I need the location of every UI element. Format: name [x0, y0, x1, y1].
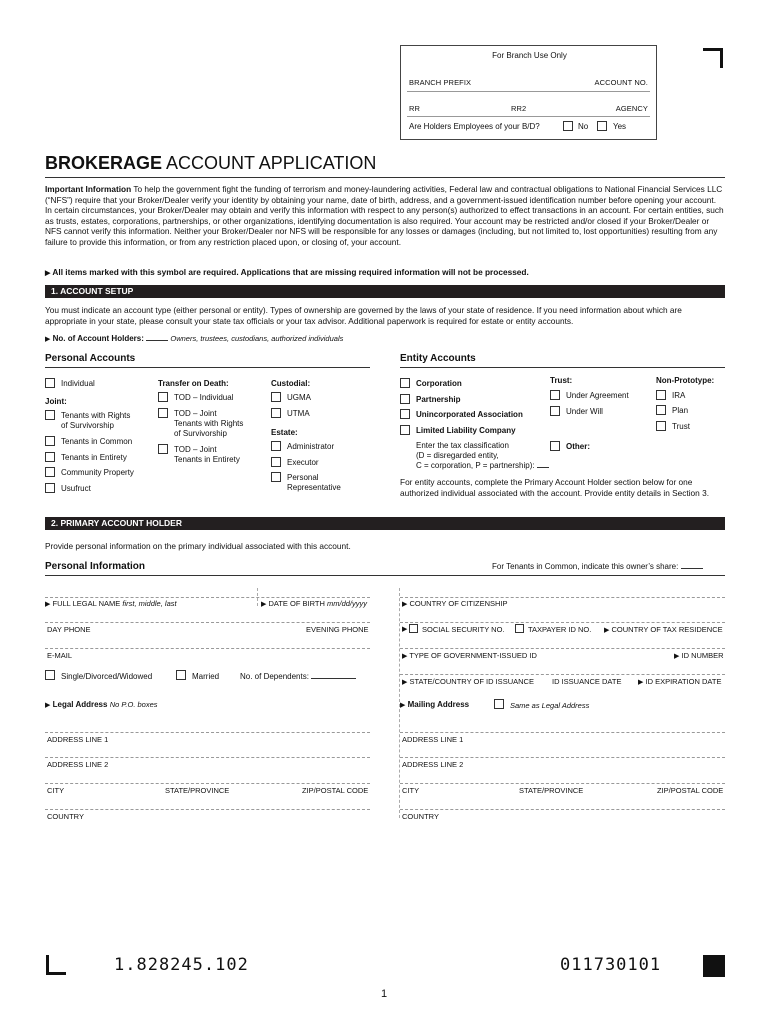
dob-field[interactable] — [261, 599, 367, 608]
tod-joint-label-3: of Survivorship — [174, 429, 227, 438]
tenants-entirety-checkbox[interactable] — [45, 452, 55, 462]
legal-city-label[interactable]: CITY — [47, 786, 65, 795]
required-note-text: All items marked with this symbol are required. Applications that are missing required information will not be processed. — [52, 267, 529, 277]
legal-address1-line[interactable] — [45, 732, 370, 733]
section2-intro: Provide personal information on the primary individual associated with this account. — [45, 541, 351, 551]
taxpayer-id-label: TAXPAYER ID NO. — [528, 625, 592, 634]
rr2-label: RR2 — [511, 104, 527, 113]
employees-no-label: No — [578, 122, 589, 131]
tod-joint-entirety-label-1: TOD – Joint — [174, 445, 217, 454]
section2-header: 2. PRIMARY ACCOUNT HOLDER — [45, 517, 725, 530]
tax-residence-field[interactable] — [604, 625, 723, 634]
id-number-field[interactable] — [674, 651, 724, 660]
legal-zip-label[interactable]: ZIP/POSTAL CODE — [302, 786, 369, 795]
administrator-checkbox[interactable] — [271, 441, 281, 451]
trust-checkbox[interactable] — [656, 421, 666, 431]
tod-joint-checkbox[interactable] — [158, 408, 168, 418]
tax-classification-line-3 — [416, 461, 549, 470]
personal-representative-checkbox[interactable] — [271, 472, 281, 482]
legal-address-title — [45, 700, 158, 709]
id-exp-date-label: ID EXPIRATION DATE — [645, 677, 722, 686]
title-rule — [45, 177, 725, 178]
branch-divider — [407, 91, 650, 92]
llc-checkbox[interactable] — [400, 425, 410, 435]
mailing-address-title — [400, 700, 469, 709]
corporation-checkbox[interactable] — [400, 378, 410, 388]
id-state-field[interactable] — [402, 677, 534, 686]
nonprototype-title: Non-Prototype: — [656, 376, 715, 385]
account-no-label: ACCOUNT NO. — [594, 78, 648, 87]
name-dob-divider — [257, 588, 258, 606]
name-field-line[interactable] — [45, 597, 370, 598]
individual-checkbox[interactable] — [45, 378, 55, 388]
corner-mark-bottom-left — [46, 955, 66, 975]
tod-joint-entirety-checkbox[interactable] — [158, 444, 168, 454]
dob-label: DATE OF BIRTH — [268, 599, 325, 608]
personal-information-title: Personal Information — [45, 561, 146, 572]
dob-arrow-icon: ▶ — [261, 601, 267, 608]
plan-label: Plan — [672, 406, 689, 415]
unincorporated-label: Unincorporated Association — [416, 410, 523, 419]
legal-address-hint: No P.O. boxes — [109, 700, 158, 709]
mailing-address1-line[interactable] — [400, 732, 725, 733]
branch-divider-2 — [407, 116, 650, 117]
legal-state-label[interactable]: STATE/PROVINCE — [165, 786, 230, 795]
section1-intro: You must indicate an account type (either personal or entity). Types of ownership are governed by the laws of your state of residence. If you need information about which are appropriate in your state, please consult your state tax officials or your tax advisor. Additional paperwork is required for estate or entity accounts. — [45, 305, 682, 326]
same-as-legal-label: Same as Legal Address — [510, 701, 590, 710]
citizenship-field[interactable] — [402, 599, 508, 608]
entity-accounts-title: Entity Accounts — [400, 353, 476, 364]
email-label[interactable]: E-MAIL — [47, 651, 73, 660]
executor-label: Executor — [287, 458, 319, 467]
mailing-city-line[interactable] — [400, 783, 725, 784]
usufruct-checkbox[interactable] — [45, 483, 55, 493]
tenants-rights-label-2: of Survivorship — [61, 421, 114, 430]
ugma-checkbox[interactable] — [271, 392, 281, 402]
other-label: Other: — [566, 442, 590, 451]
legal-country-line[interactable] — [45, 809, 370, 810]
taxpayer-id-checkbox[interactable] — [515, 624, 524, 633]
id-issue-date-label[interactable]: ID ISSUANCE DATE — [552, 677, 622, 686]
evening-phone-label[interactable]: EVENING PHONE — [306, 625, 369, 634]
ssn-arrow-icon: ▶ — [402, 626, 408, 633]
tod-joint-entirety-label-2: Tenants in Entirety — [174, 455, 240, 464]
single-label: Single/Divorced/Widowed — [61, 672, 153, 681]
other-checkbox[interactable] — [550, 441, 560, 451]
same-as-legal-checkbox[interactable] — [494, 699, 504, 709]
administrator-label: Administrator — [287, 442, 335, 451]
id-exp-arrow-icon: ▶ — [638, 679, 644, 686]
important-text: To help the government fight the funding of terrorism and money-laundering activities, Federal law and contractual obligations to National Financial Services LLC (“NFS”) require that your Broker/Dealer verify your identity by obtaining your name, date of birth, address, and a government-issued identification number before opening your account. In certain circumstances, your Broker/Dealer may obtain and verify this information with respect to any person(s) authorized to effect transactions in an account. For certain entities, such as trusts, estates, corporations, partnerships, or other organizations, identifying documentation is also required. Your account may be restricted and/or closed if your Broker/Dealer or NFS cannot verify this information. Neither your Broker/Dealer nor NFS will be responsible for any losses or damages (including, but not limited to, lost opportunities) resulting from any failure to provide this information, or from any restriction placed upon, or closing of, your account. — [45, 184, 724, 247]
full-name-arrow-icon: ▶ — [45, 601, 51, 608]
employees-no-checkbox[interactable] — [563, 121, 573, 131]
utma-label: UTMA — [287, 409, 310, 418]
holders-note: Owners, trustees, custodians, authorized individuals — [170, 334, 344, 343]
mailing-address2-line[interactable] — [400, 757, 725, 758]
section1-header: 1. ACCOUNT SETUP — [45, 285, 725, 298]
mailing-country-line[interactable] — [400, 809, 725, 810]
full-name-field[interactable] — [45, 599, 177, 608]
tod-joint-label-2: Tenants with Rights — [174, 419, 244, 428]
citizenship-arrow-icon: ▶ — [402, 601, 408, 608]
tic-share-input[interactable] — [681, 568, 703, 569]
married-label: Married — [192, 672, 220, 681]
required-note — [45, 267, 725, 280]
tod-individual-checkbox[interactable] — [158, 392, 168, 402]
important-label: Important Information — [45, 184, 132, 194]
agency-label: AGENCY — [615, 104, 648, 113]
form-code: 1.828245.102 — [114, 955, 249, 975]
mailing-address1-label[interactable]: ADDRESS LINE 1 — [402, 735, 464, 744]
single-checkbox[interactable] — [45, 670, 55, 680]
corporation-label: Corporation — [416, 379, 462, 388]
under-agreement-checkbox[interactable] — [550, 390, 560, 400]
id-issuance-line[interactable] — [400, 674, 725, 675]
individual-label: Individual — [61, 379, 95, 388]
partnership-label: Partnership — [416, 395, 461, 404]
id-type-arrow-icon: ▶ — [402, 653, 408, 660]
dependents-input[interactable] — [311, 678, 356, 679]
tenants-rights-label-1: Tenants with Rights — [61, 411, 131, 420]
ira-label: IRA — [672, 391, 686, 400]
ssn-line[interactable] — [400, 622, 725, 623]
email-field-line[interactable] — [45, 648, 370, 649]
id-type-line[interactable] — [400, 648, 725, 649]
mailing-address2-label[interactable]: ADDRESS LINE 2 — [402, 760, 464, 769]
ira-checkbox[interactable] — [656, 390, 666, 400]
tic-share-row — [492, 562, 703, 571]
legal-country-label[interactable]: COUNTRY — [47, 812, 84, 821]
phone-field-line[interactable] — [45, 622, 370, 623]
personal-representative-label-2: Representative — [287, 483, 341, 492]
unincorporated-checkbox[interactable] — [400, 409, 410, 419]
joint-label: Joint: — [45, 397, 67, 406]
id-state-label: STATE/COUNTRY OF ID ISSUANCE — [409, 677, 534, 686]
estate-title: Estate: — [271, 428, 298, 437]
id-exp-date-field[interactable] — [638, 677, 721, 686]
ugma-label: UGMA — [287, 393, 311, 402]
tod-individual-label: TOD – Individual — [174, 393, 234, 402]
entity-accounts-rule — [400, 367, 725, 368]
holders-row — [45, 334, 343, 343]
mailing-country-label[interactable]: COUNTRY — [402, 812, 439, 821]
community-property-label: Community Property — [61, 468, 134, 477]
tax-classification-text: C = corporation, P = partnership): — [416, 461, 535, 470]
community-property-checkbox[interactable] — [45, 467, 55, 477]
required-arrow-icon: ▶ — [45, 270, 51, 277]
mailing-state-label[interactable]: STATE/PROVINCE — [519, 786, 584, 795]
branch-prefix-label: BRANCH PREFIX — [409, 78, 472, 87]
title-rest: ACCOUNT APPLICATION — [166, 153, 377, 173]
ssn-checkbox[interactable] — [409, 624, 418, 633]
id-type-label: TYPE OF GOVERNMENT-ISSUED ID — [409, 651, 537, 660]
legal-address2-line[interactable] — [45, 757, 370, 758]
citizenship-line[interactable] — [400, 597, 725, 598]
personal-info-rule — [45, 575, 725, 576]
rr-label: RR — [409, 104, 421, 113]
personal-accounts-title: Personal Accounts — [45, 353, 136, 364]
ssn-label: SOCIAL SECURITY NO. — [422, 625, 505, 634]
black-square-mark — [703, 955, 725, 977]
dependents-row — [240, 672, 356, 681]
id-state-arrow-icon: ▶ — [402, 679, 408, 686]
tax-residence-arrow-icon: ▶ — [604, 627, 610, 634]
personal-representative-label-1: Personal — [287, 473, 319, 482]
trust-title: Trust: — [550, 376, 573, 385]
mailing-city-label[interactable]: CITY — [402, 786, 420, 795]
full-name-label: FULL LEGAL NAME — [52, 599, 121, 608]
mailing-zip-label[interactable]: ZIP/POSTAL CODE — [657, 786, 724, 795]
tax-classification-input[interactable] — [537, 467, 549, 468]
llc-label: Limited Liability Company — [416, 426, 516, 435]
tic-share-label: For Tenants in Common, indicate this owner’s share: — [492, 562, 679, 571]
employees-yes-checkbox[interactable] — [597, 121, 607, 131]
plan-checkbox[interactable] — [656, 405, 666, 415]
full-name-hint: first, middle, last — [122, 599, 177, 608]
partnership-checkbox[interactable] — [400, 394, 410, 404]
title-bold: BROKERAGE — [45, 153, 163, 173]
page-title — [45, 153, 376, 174]
executor-checkbox[interactable] — [271, 457, 281, 467]
legal-address2-label[interactable]: ADDRESS LINE 2 — [47, 760, 109, 769]
tax-classification-line-1: Enter the tax classification — [416, 441, 509, 450]
tod-title: Transfer on Death: — [158, 379, 229, 388]
day-phone-label[interactable]: DAY PHONE — [47, 625, 91, 634]
holders-arrow-icon: ▶ — [45, 336, 51, 343]
citizenship-label: COUNTRY OF CITIZENSHIP — [409, 599, 508, 608]
holders-label: No. of Account Holders: — [52, 334, 144, 343]
id-type-field[interactable] — [402, 651, 537, 660]
tenants-entirety-label: Tenants in Entirety — [61, 453, 127, 462]
under-agreement-label: Under Agreement — [566, 391, 629, 400]
trust-label: Trust — [672, 422, 690, 431]
personal-accounts-rule — [45, 367, 370, 368]
important-information — [45, 184, 725, 248]
branch-box-title: For Branch Use Only — [492, 51, 567, 60]
id-number-arrow-icon: ▶ — [674, 653, 680, 660]
barcode-number: 011730101 — [560, 955, 662, 975]
tod-joint-label-1: TOD – Joint — [174, 409, 217, 418]
under-will-checkbox[interactable] — [550, 406, 560, 416]
id-number-label: ID NUMBER — [681, 651, 724, 660]
corner-mark-top-right — [703, 48, 723, 68]
tenants-common-label: Tenants in Common — [61, 437, 133, 446]
married-checkbox[interactable] — [176, 670, 186, 680]
tax-residence-label: COUNTRY OF TAX RESIDENCE — [611, 625, 723, 634]
legal-address1-label[interactable]: ADDRESS LINE 1 — [47, 735, 109, 744]
dob-hint: mm/dd/yyyy — [326, 599, 367, 608]
branch-use-box — [400, 45, 657, 140]
legal-address-arrow-icon: ▶ — [45, 702, 51, 709]
employees-question: Are Holders Employees of your B/D? — [409, 122, 540, 131]
usufruct-label: Usufruct — [61, 484, 91, 493]
legal-city-line[interactable] — [45, 783, 370, 784]
entity-note: For entity accounts, complete the Primary Account Holder section below for one authorized individual associated with the account. Provide entity details in Section 3. — [400, 477, 710, 498]
legal-address-label: Legal Address — [52, 700, 108, 709]
custodial-title: Custodial: — [271, 379, 311, 388]
dependents-label: No. of Dependents: — [240, 672, 309, 681]
tenants-rights-checkbox[interactable] — [45, 410, 55, 420]
tax-classification-line-2: (D = disregarded entity, — [416, 451, 499, 460]
under-will-label: Under Will — [566, 407, 603, 416]
page-number: 1 — [381, 988, 388, 1000]
mailing-address-label: Mailing Address — [407, 700, 470, 709]
holders-input[interactable] — [146, 340, 168, 341]
employees-yes-label: Yes — [613, 122, 627, 131]
utma-checkbox[interactable] — [271, 408, 281, 418]
mailing-address-arrow-icon: ▶ — [400, 702, 406, 709]
tenants-common-checkbox[interactable] — [45, 436, 55, 446]
